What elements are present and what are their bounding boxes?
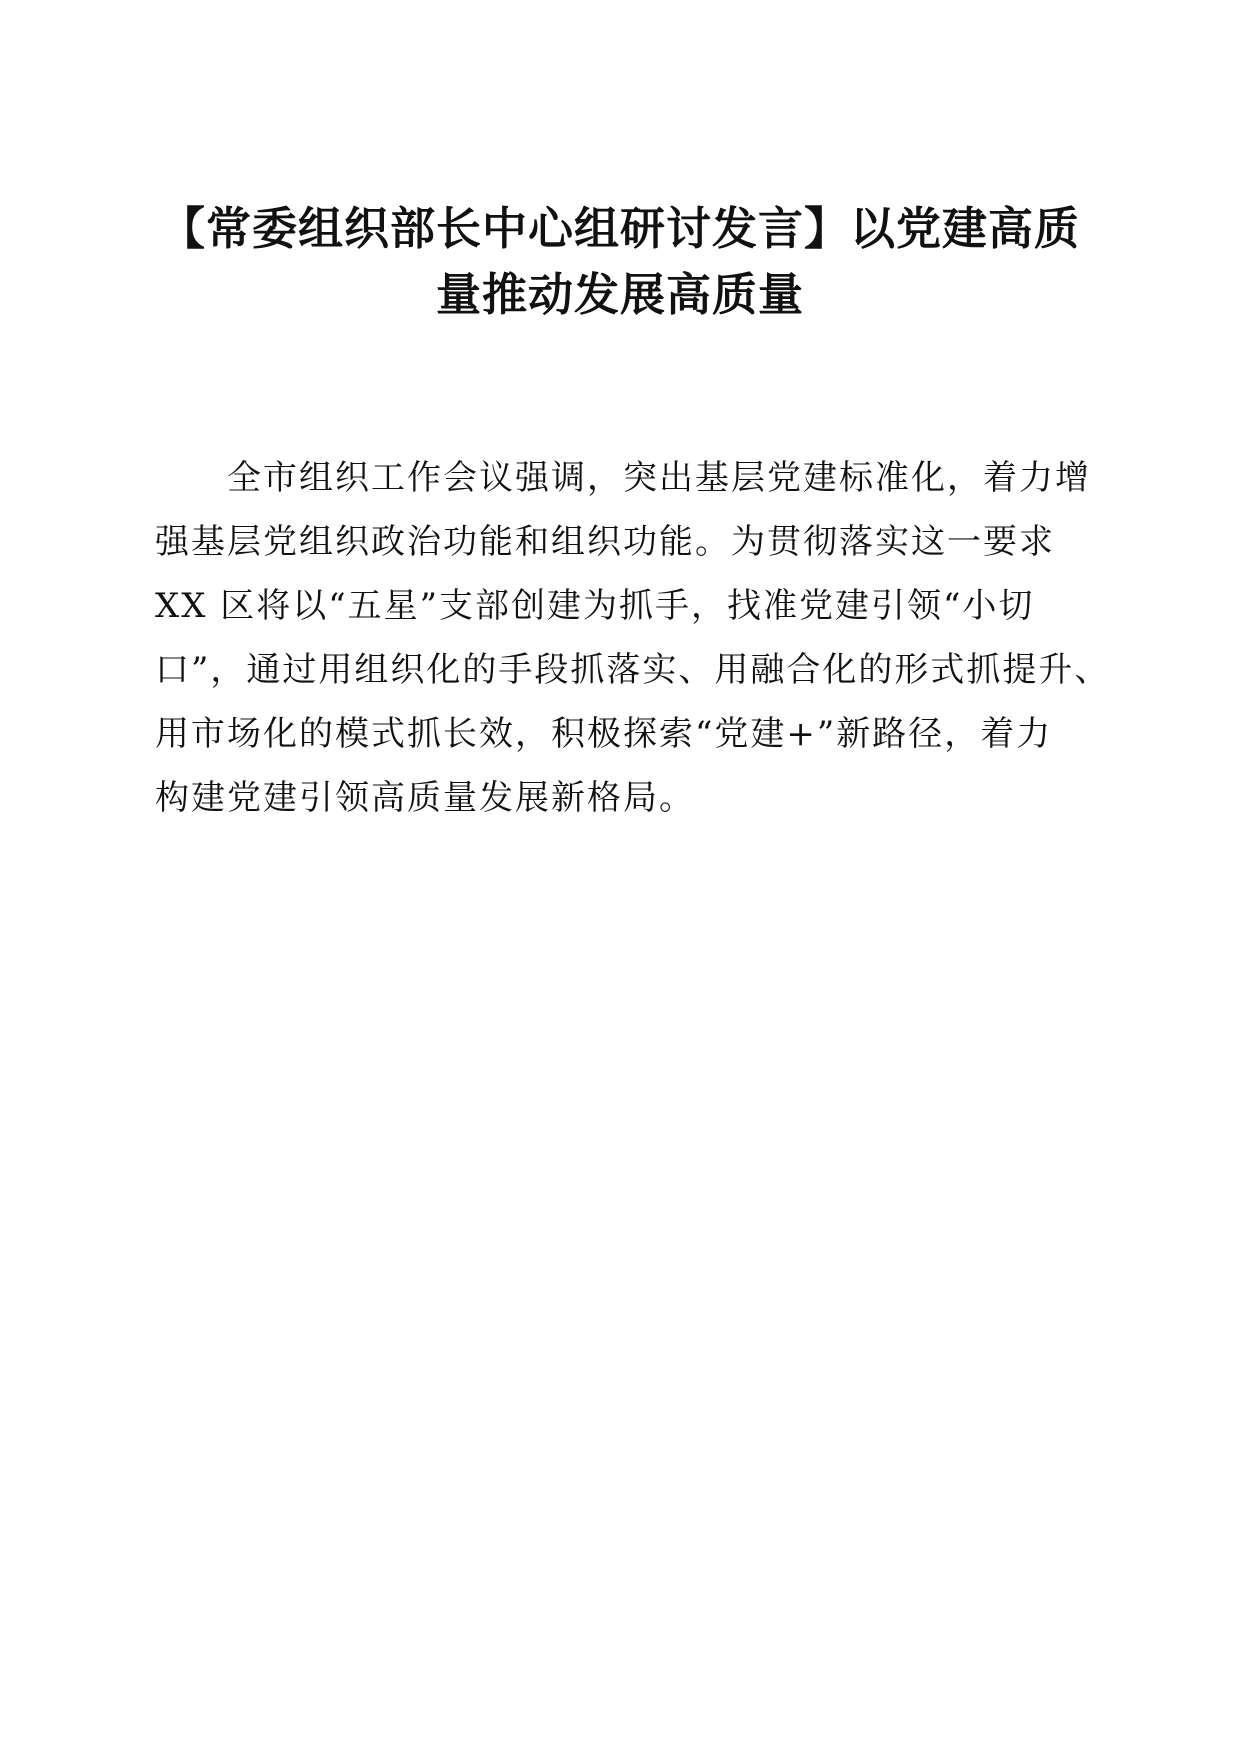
- title-line-1: 【常委组织部长中心组研讨发言】以党建高质: [159, 202, 1080, 255]
- paragraph-line: 构建党建引领高质量发展新格局。: [155, 778, 695, 818]
- paragraph-line: XX 区将以“五星”支部创建为抓手，找准党建引领“小切: [155, 586, 1035, 626]
- intro-paragraph: [155, 446, 1111, 830]
- paragraph-line: 全市组织工作会议强调，突出基层党建标准化，着力增: [155, 458, 1091, 498]
- title-line-2: 量推动发展高质量: [435, 268, 804, 321]
- paragraph-line: 口”，通过用组织化的手段抓落实、用融合化的形式抓提升、: [155, 650, 1111, 690]
- paragraph-line: 强基层党组织政治功能和组织功能。为贯彻落实这一要求: [155, 522, 1055, 562]
- paragraph-line: 用市场化的模式抓长效，积极探索“党建+”新路径，着力: [155, 714, 1053, 754]
- document-title: [150, 196, 1090, 328]
